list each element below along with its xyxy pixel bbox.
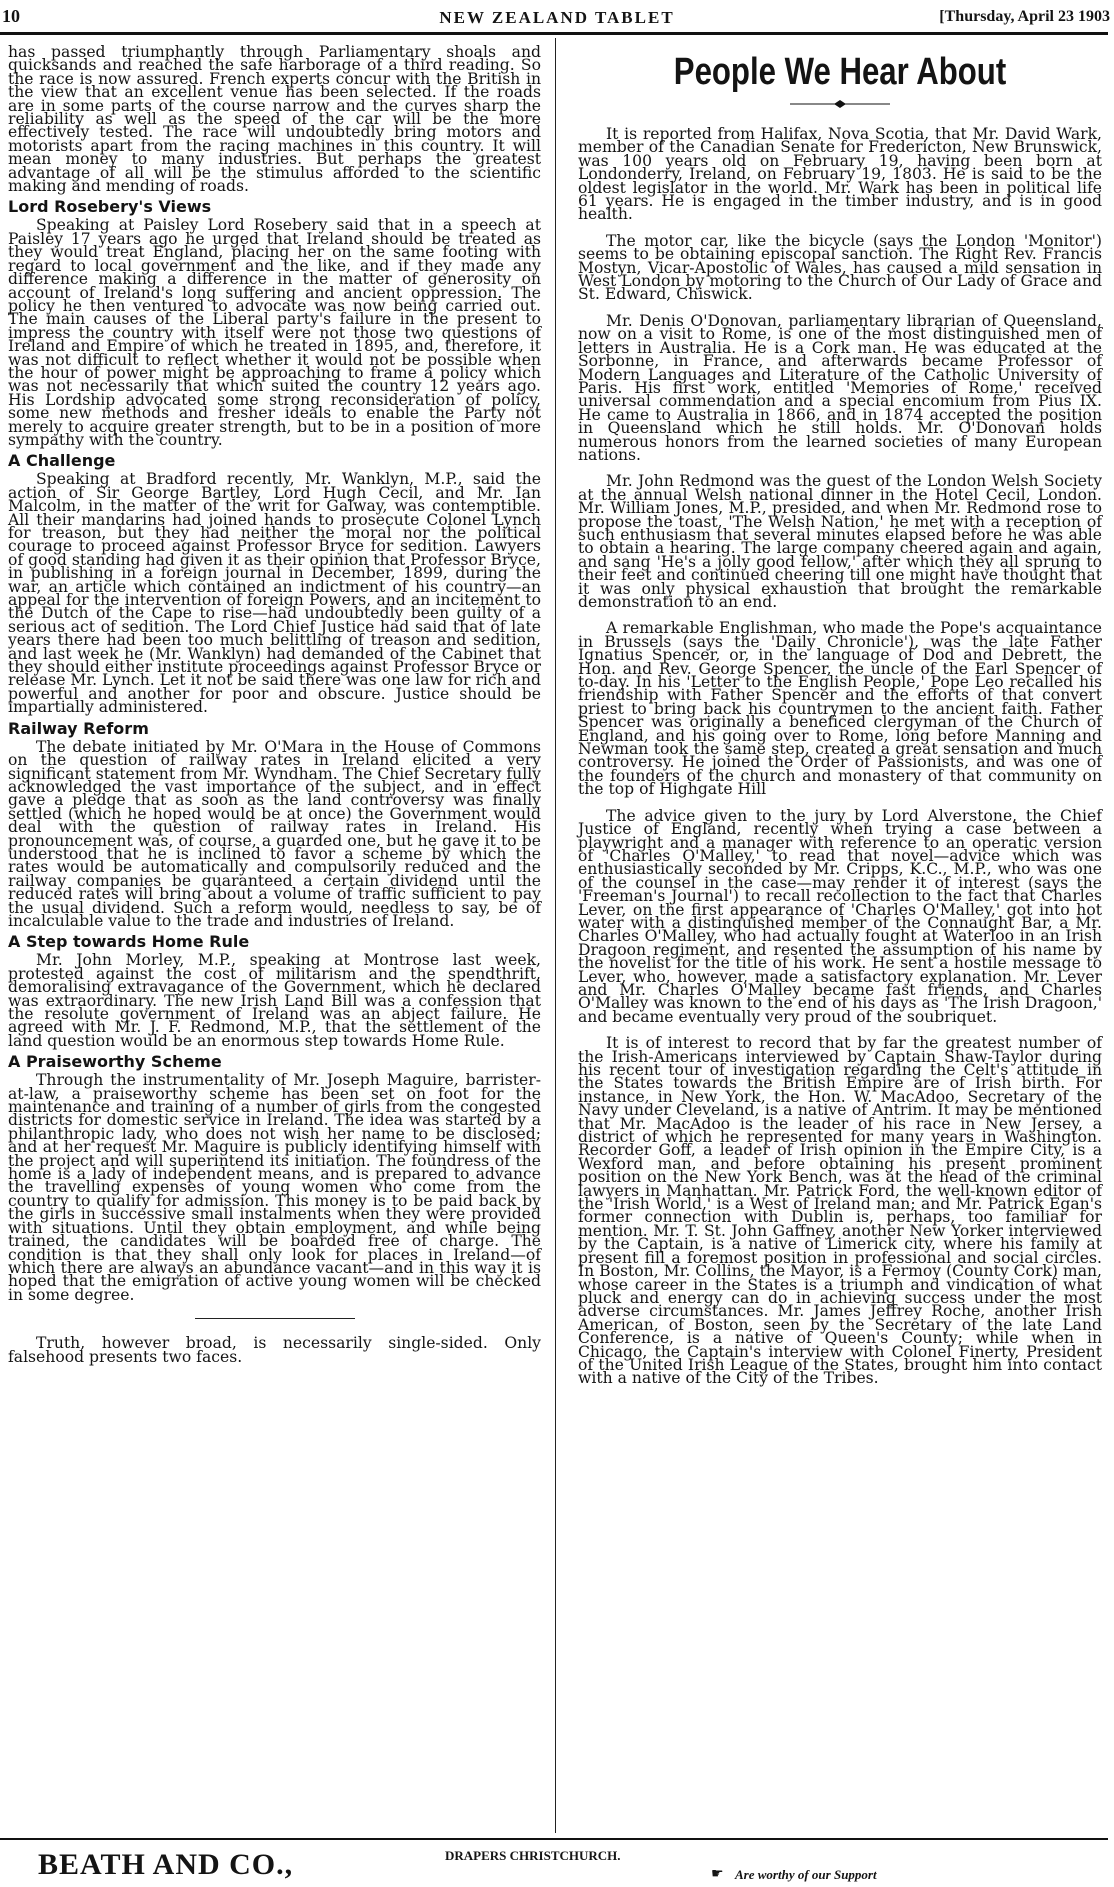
right-column (578, 46, 1102, 1399)
section-divider (195, 1318, 355, 1319)
masthead (0, 6, 1114, 30)
section-body: Speaking at Bradford recently, Mr. Wanklyn, M.P., said the action of Sir George Bartley, Lord Hugh Cecil, and Mr. Ian Malcolm, in the matter of the writ for Galway, was contemptible. All their mandarins had joined hands to prosecute Colonel Lynch for treason, but they had neither the moral nor the political courage to proceed against Professor Bryce for sedition. Lawyers of good standing had given it as their opinion that Professor Bryce, in publishing in a foreign journal in December, 1899, during the war, an article which contained an indictment of his country—an appeal for the intervention of foreign Powers, and an incitement to the Dutch of the Cape to rise—had undoubtedly been guilty of a serious act of sedition. The Lord Chief Justice had said that of late years there had been too much belittling of treason and sedition, and last week he (Mr. Wanklyn) had demanded of the Cabinet that they should either institute proceedings against Professor Bryce or release Mr. Lynch. Let it not be said there was one law for rich and powerful and another for poor and obscure. Justice should be impartially administered. (8, 470, 541, 717)
advertiser-slogan: Are worthy of our Support (735, 1867, 877, 1882)
news-item: It is reported from Halifax, Nova Scotia, that Mr. David Wark, member of the Canadian Senate for Fredericton, New Brunswick, was 100 years old on February 19, having been born at Londonderry, Ireland, on February 19, 1803. He is said to be the oldest legislator in the world. Mr. Wark has been in political life 61 years. He is engaged in the timber industry, and is in good health. (578, 125, 1102, 224)
top-rule (0, 32, 1108, 35)
column-divider (555, 38, 556, 1833)
left-column (8, 43, 541, 1366)
pointing-hand-icon: ☛ (711, 1866, 724, 1882)
section-heading: A Praiseworthy Scheme (8, 1052, 222, 1072)
section-body: The debate initiated by Mr. O'Mara in the House of Commons on the question of railway rates in Ireland elicited a very significant statement from Mr. Wyndham. The Chief Secretary fully acknowledged the vast importance of the subject, and in effect gave a pledge that as soon as the land controversy was finally settled (which he hoped would be at once) the Government would deal with the question of railway rates in Ireland. His pronouncement was, of course, a guarded one, but he gave it to be understood that he is inclined to favor a scheme by which the rates would be automatically and compulsorily reduced and the railway companies be guaranteed a certain dividend until the reduced rates will bring about a volume of traffic sufficient to pay the usual dividend. Such a reform would, needless to say, be of incalculable value to the trade and industries of Ireland. (8, 737, 541, 930)
section-heading: A Step towards Home Rule (8, 932, 250, 952)
news-item: Mr. John Redmond was the guest of the London Welsh Society at the annual Welsh national dinner in the Hotel Cecil, London. Mr. William Jones, M.P., presided, and when Mr. Redmond rose to propose the toast, 'The Welsh Nation,' he met with a reception of such enthusiasm that several minutes elapsed before he was able to obtain a hearing. The large company cheered again and again, and sang 'He's a jolly good fellow,' after which they all sprung to their feet and continued cheering till one might have thought that it was only physical exhaustion that brought the remarkable demonstration to an end. (578, 472, 1102, 611)
section-heading: Railway Reform (8, 718, 149, 738)
news-item: A remarkable Englishman, who made the Pope's acquaintance in Brussels (says the 'Daily Chronicle'), was the late Father Ignatius Spencer, or, in the language of Dod and Debrett, the Hon. and Rev. George Spencer, the uncle of the Earl Spencer of to-day. In his 'Letter to the English People,' Pope Leo recalled his friendship with Father Spencer and the efforts of that convert priest to bring back his countrymen to the ancient faith. Father Spencer was originally a beneficed clergyman of the Church of England, and his going over to Rome, long before Manning and Newman took the same step, created a great sensation and much controversy. He joined the Order of Passionists, and was one of the founders of the church and monastery of that community on the top of Highgate Hill (578, 619, 1102, 799)
ornament-rule (790, 100, 890, 108)
article-intro: has passed triumphantly through Parliamentary shoals and quicksands and reached the safe harborage of a third reading. So the race is now assured. French experts concur with the British in the view that an excellent venue has been selected. If the roads are in some parts of the course narrow and the curves sharp the reliability as well as the speed of the car will be the more effectively tested. The race will undoubtedly bring motors and motorists apart from the racing machines in this country. It will mean money to many industries. But perhaps the greatest advantage of all will be the stimulus afforded to the scientific making and mending of roads. (8, 43, 541, 196)
section-body: Through the instrumentality of Mr. Joseph Maguire, barrister-at-law, a praiseworthy scheme has been set on foot for the maintenance and training of a number of girls from the congested districts for domestic service in Ireland. The idea was started by a philanthropic lady, who does not wish her name to be disclosed; and at her request Mr. Maguire is publicly identifying himself with the project and will superintend its initiation. The foundress of the home is a lady of independent means, and is prepared to advance the travelling expenses of young women who come from the country to qualify for admission. This money is to be paid back by the girls in successive small instalments when they were provided with situations. Until they obtain employment, and while being trained, the candidates will be boarded free of charge. The condition is that they shall only look for places in Ireland—of which there are always an abundance vacant—and in this way it is hoped that the emigration of active young women will be checked in some degree. (8, 1071, 541, 1304)
section-body: Mr. John Morley, M.P., speaking at Montrose last week, protested against the cost of militarism and the spendthrift, demoralising extravagance of the Government, which he declared was extraordinary. The new Irish Land Bill was a confession that the resolute government of Ireland was an abject failure. He agreed with Mr. J. F. Redmond, M.P., that the settlement of the land question would be an enormous step towards Home Rule. (8, 951, 541, 1050)
news-item: It is of interest to record that by far the greatest number of the Irish-Americans interviewed by Captain Shaw-Taylor during his recent tour of investigation regarding the Celt's attitude in the States towards the British Empire are of Irish birth. For instance, in New York, the Hon. W. MacAdoo, Secretary of the Navy under Cleveland, is a native of Antrim. It may be mentioned that Mr. MacAdoo is the leader of his race in New Jersey, a district of which he represented for many years in Washington. Recorder Goff, a leader of Irish opinion in the Empire City, is a Wexford man, and before obtaining his present prominent position on the New York Bench, was at the head of the criminal lawyers in Manhattan. Mr. Patrick Ford, the well-known editor of the 'Irish World,' is a West of Ireland man; and Mr. Patrick Egan's former connection with Dublin is, perhaps, too familiar for mention. Mr. T. St. John Gaffney, another New Yorker interviewed by the Captain, is a native of Limerick city, where his family at present fill a foremost position in professional and social circles. In Boston, Mr. Collins, the Mayor, is a Fermoy (County Cork) man, whose career in the States is a triumph and vindication of what pluck and energy can do in achieving success under the most adverse circumstances. Mr. James Jeffrey Roche, another Irish American, of Boston, seen by the Secretary of the late Land Conference, is a native of Queen's County; while when in Chicago, the Captain's interview with Colonel Finerty, President of the United Irish League of the States, brought him into contact with a native of the City of the Tribes. (578, 1034, 1102, 1388)
news-item: The advice given to the jury by Lord Alverstone, the Chief Justice of England, recently when trying a case between a playwright and a manager with reference to an operatic version of 'Charles O'Malley,' to read that novel—advice which was enthusiastically seconded by Mr. Cripps, K.C., M.P., who was one of the counsel in the case—may render it of interest (says the 'Freeman's Journal') to recall recollection to the fact that Charles Lever, on the first appearance of 'Charles O'Malley,' got into hot water with a distinguished member of the Connaught Bar, a Mr. Charles O'Malley, who had actually fought at Waterloo in an Irish Dragoon regiment, and resented the assumption of his name by the novelist for the title of his work. He sent a hostile message to Lever, who, however, made a satisfactory explanation. Mr. Lever and Mr. Charles O'Malley became fast friends, and Charles O'Malley was known to the end of his days as 'The Irish Dragoon,' and became eventually very proud of the soubriquet. (578, 806, 1102, 1026)
section-body: Speaking at Paisley Lord Rosebery said that in a speech at Paisley 17 years ago he urged that Ireland should be treated as they would treat England, placing her on the same footing with regard to local government and the like, and if they made any difference making a difference in the matter of generosity on account of Ireland's long suffering and ancient oppression. The policy he then ventured to advocate was now being carried out. The main causes of the Liberal party's failure in the present to impress the country with itself were not those two questions of Ireland and Empire of which he treated in 1895, and, therefore, it was not difficult to reflect whether it would not be possible when the hour of power might be approaching to frame a policy which was not necessarily that which suited the country 12 years ago. His Lordship advocated some strong reconsideration of policy, some new methods and fresher ideals to enable the Party not merely to acquire greater strength, but to be in a position of more sympathy with the country. (8, 216, 541, 449)
advertiser-name: BEATH AND CO., (38, 1848, 294, 1881)
advertiser-tagline: DRAPERS CHRISTCHURCH. (445, 1848, 621, 1863)
closing-aphorism: Truth, however broad, is necessarily single-sided. Only falsehood presents two faces. (8, 1334, 541, 1366)
people-we-hear-about-heading: People We Hear About (673, 51, 1007, 93)
section-heading: Lord Rosebery's Views (8, 197, 212, 217)
news-item: Mr. Denis O'Donovan, parliamentary librarian of Queensland, now on a visit to Rome, is one of the most distinguished men of letters in Australia. He is a Cork man. He was educated at the Sorbonne, in France, and afterwards became Professor of Modern Languages and Literature of the Catholic University of Paris. His first work, entitled 'Memories of Rome,' received universal commendation and a special encomium from Pius IX. He came to Australia in 1866, and in 1874 accepted the position in Queensland which he still holds. Mr. O'Donovan holds numerous honors from the learned societies of many European nations. (578, 311, 1102, 464)
page-number: 10 (2, 6, 20, 26)
footer-advertisement (0, 1846, 1114, 1886)
bottom-rule (0, 1838, 1108, 1840)
issue-date: [Thursday, April 23 1903 (939, 8, 1110, 25)
news-item: The motor car, like the bicycle (says the London 'Monitor') seems to be obtaining episcopal sanction. The Right Rev. Francis Mostyn, Vicar-Apostolic of Wales, has caused a mild sensation in West London by motoring to the Church of Our Lady of Grace and St. Edward, Chiswick. (578, 231, 1102, 304)
publication-title: NEW ZEALAND TABLET (439, 8, 675, 27)
section-heading: A Challenge (8, 451, 116, 471)
